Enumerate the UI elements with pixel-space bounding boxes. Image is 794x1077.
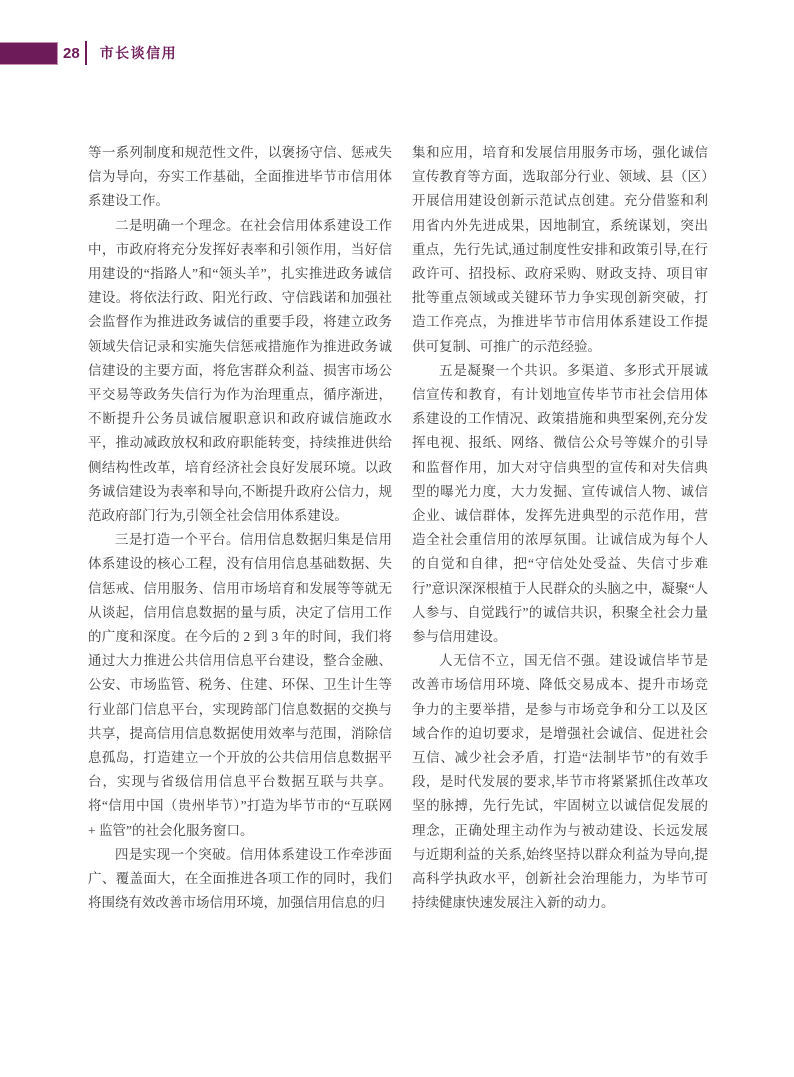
text-column-right <box>412 141 708 916</box>
text-column-left <box>88 141 392 916</box>
paragraph: 集和应用，培育和发展信用服务市场，强化诚信宣传教育等方面，选取部分行业、领域、县（区）开展信用建设创新示范试点创建。充分借鉴和利用省内外先进成果，因地制宜，系统谋划，突出重点，先行先试,通过制度性安排和政策引导,在行政许可、招投标、政府采购、财政支持、项目审批等重点领域或关键环节力争实现创新突破，打造工作亮点，为推进毕节市信用体系建设工作提供可复制、可推广的示范经验。 <box>412 145 708 354</box>
paragraph: 二是明确一个理念。在社会信用体系建设工作中，市政府将充分发挥好表率和引领作用，当好信用建设的“指路人”和“领头羊”，扎实推进政务诚信建设。将依法行政、阳光行政、守信践诺和加强社会监督作为推进政务诚信的重要手段，将建立政务领域失信记录和实施失信惩戒措施作为推进政务诚信建设的主要方面，将危害群众利益、损害市场公平交易等政务失信行为作为治理重点，循序渐进，不断提升公务员诚信履职意识和政府诚信施政水平，推动减政放权和政府职能转变，持续推进供给侧结构性改革，培育经济社会良好发展环境。以政务诚信建设为表率和导向,不断提升政府公信力，规范政府部门行为,引领全社会信用体系建设。 <box>88 217 392 524</box>
paragraph: 五是凝聚一个共识。多渠道、多形式开展诚信宣传和教育，有计划地宣传毕节市社会信用体系建设的工作情况、政策措施和典型案例,充分发挥电视、报纸、网络、微信公众号等媒介的引导和监督作用，加大对守信典型的宣传和对失信典型的曝光力度，大力发掘、宣传诚信人物、诚信企业、诚信群体，发挥先进典型的示范作用，营造全社会重信用的浓厚氛围。让诚信成为每个人的自觉和自律，把“守信处处受益、失信寸步难行”意识深深根植于人民群众的头脑之中，凝聚“人人参与、自觉践行”的诚信共识，积聚全社会力量参与信用建设。 <box>412 362 708 645</box>
section-title: 市长谈信用 <box>99 45 178 61</box>
header-accent-block <box>0 43 57 64</box>
paragraph: 等一系列制度和规范性文件，以褒扬守信、惩戒失信为导向，夯实工作基础，全面推进毕节市信用体系建设工作。 <box>88 145 392 209</box>
paragraph: 三是打造一个平台。信用信息数据归集是信用体系建设的核心工程，没有信用信息基础数据、失信惩戒、信用服务、信用市场培育和发展等等就无从谈起，信用信息数据的量与质，决定了信用工作的广度和深度。在今后的 2 到 3 年的时间，我们将通过大力推进公共信用信息平台建设，整合金融、公安、市场监管、税务、住建、环保、卫生计生等行业部门信息平台，实现跨部门信息数据的交换与共享，提高信用信息数据使用效率与范围，消除信息孤岛，打造建立一个开放的公共信用信息数据平台，实现与省级信用信息平台数据互联与共享。将“信用中国（贵州毕节）”打造为毕节市的“互联网 + 监管”的社会化服务窗口。 <box>88 532 392 838</box>
paragraph: 人无信不立，国无信不强。建设诚信毕节是改善市场信用环境、降低交易成本、提升市场竞争力的主要举措，是参与市场竞争和分工以及区域合作的迫切要求，是增强社会诚信、促进社会互信、减少社会矛盾，打造“法制毕节”的有效手段，是时代发展的要求,毕节市将紧紧抓住改革攻坚的脉搏，先行先试，牢固树立以诚信促发展的理念，正确处理主动作为与被动建设、长远发展与近期利益的关系,始终坚持以群众利益为导向,提高科学执政水平，创新社会治理能力，为毕节可持续健康快速发展注入新的动力。 <box>412 653 708 911</box>
page-header <box>0 40 177 66</box>
page-number: 28 <box>63 44 80 62</box>
paragraph: 四是实现一个突破。信用体系建设工作牵涉面广、覆盖面大，在全面推进各项工作的同时，我们将围绕有效改善市场信用环境，加强信用信息的归 <box>88 846 392 911</box>
article-body <box>88 141 708 916</box>
header-divider <box>85 41 87 65</box>
